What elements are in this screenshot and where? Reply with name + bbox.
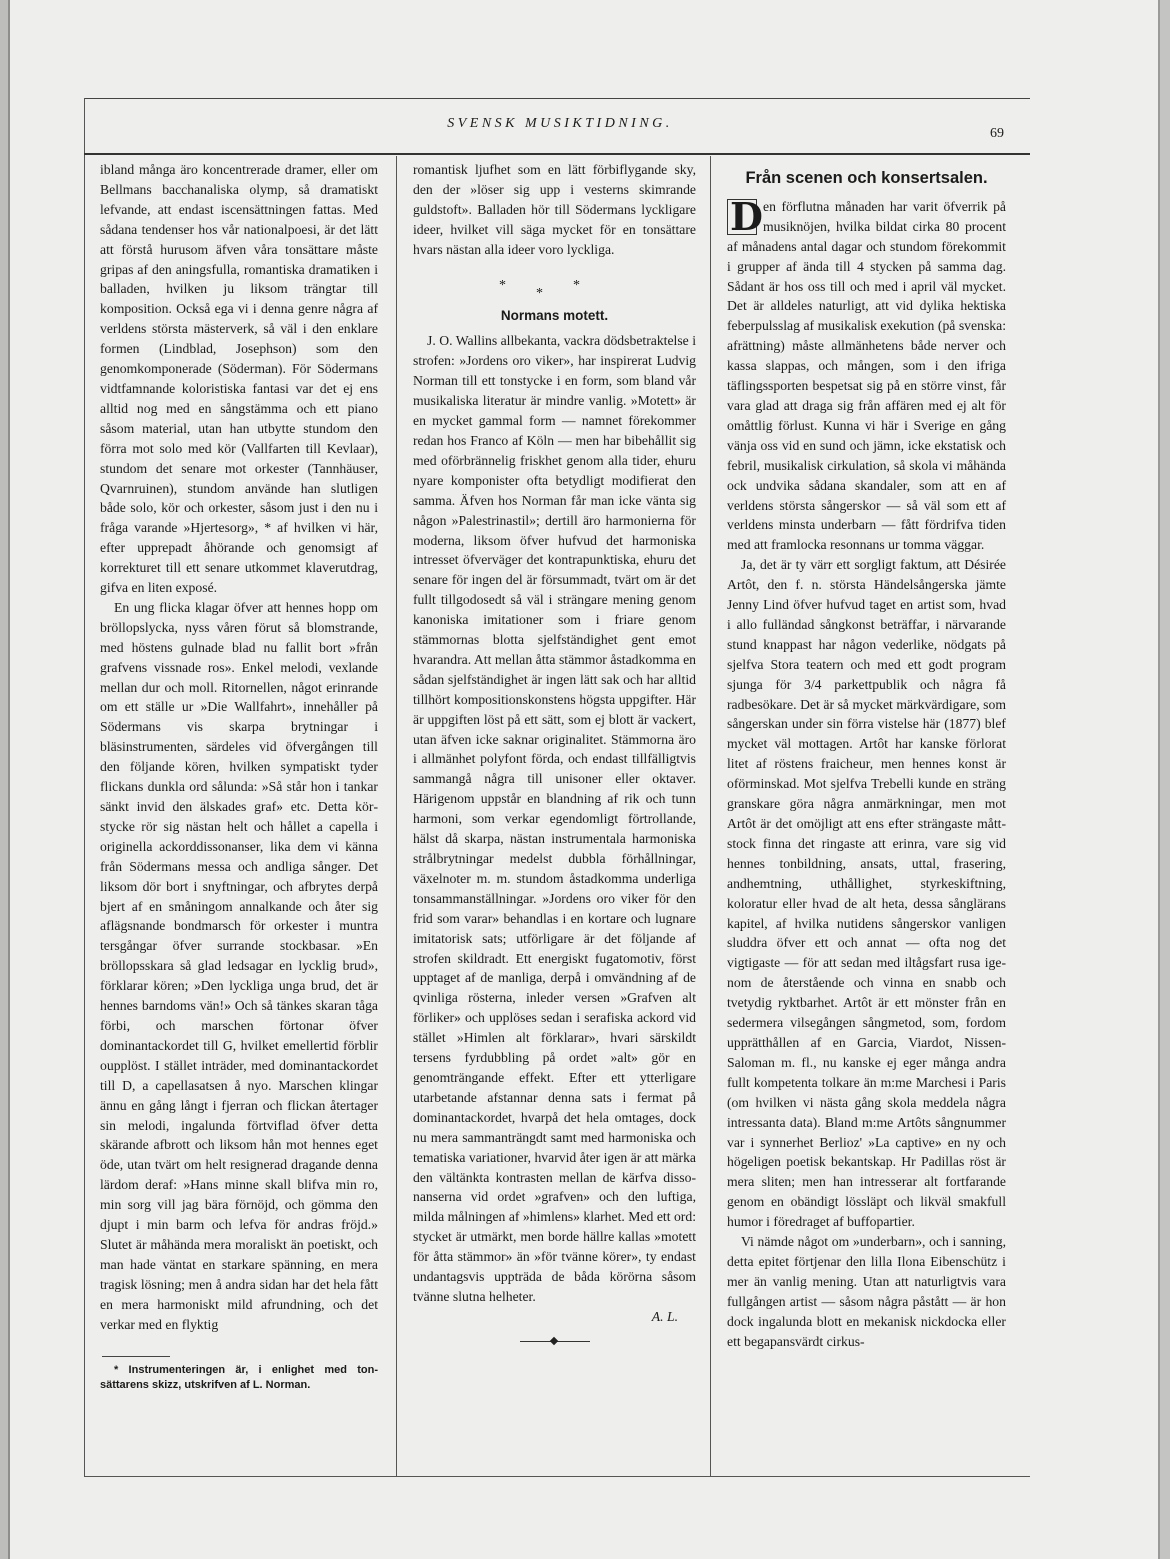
drop-cap: D bbox=[727, 199, 757, 235]
col1-paragraph-1: ibland många äro koncentrerade dramer, eller om Bellmans bacchanaliska olymp, så dramatiskt lefvande, att endast iscensättningen fattas. Med sådana tendenser hos vår nationalpoesi, är det lätt att förstå hurusom äfven våra tonsättare måste gripas af den aningsfulla, romantiska dramatiken i balladen, hvilken ju liksom trängtar till komposition. Också ega vi i denna genre några af verldens största mästerverk, så väl i den enklare formen (Lindblad, Josephson) som den genomkomponerade (Söderman). För Södermans vidtfamnande koloristiska fantasi var det ej ens alltid nog med en sångstämma och ett piano såsom material, utan han utbytte stundom den förra mot solo med kör (Vallfarten till Kevlaar), stundom det senare mot orkester (Tannhäuser, Qvarnruinen), stundom använde han slutligen både solo, kör och orkester, såsom just i den nu i fråga varande »Hjertesorg», * af hvilken vi här, efter upprepadt åhörande och genomsigt af korrekturet till ett senare utkommet klaverutdrag, gifva en liten exposé. bbox=[100, 162, 378, 596]
column-3 bbox=[727, 160, 1006, 1351]
col3-paragraph-2: Ja, det är ty värr ett sorgligt faktum, att Désirée Artôt, den f. n. största Händelsångerska jämte Jenny Lind öfver hufvud taget en artist som, hvad i allo fulländad sångkonst beträffar, i närvarande stund knappast har någon vederlike, nödgats på sjelfva Stora teatern och med ett godt program sjunga för 3/4 parkettpublik och några få radbesökare. Det är så mycket märkvärdigare, som sångerskan under sin förra vistelse här (1877) blef mycket väl mottagen. Artôt har kanske förlorat litet af röstens fraicheur, men hennes konst är oförminskad. Mot sjelfva Trebelli kunde en sträng granskare göra några anmärkningar, men mot Artôt är det omöjligt att ens efter strängaste måttstock finna det ringaste att erinra, vare sig vid hennes tonbildning, ansats, uttal, frasering, andhemtning, uthållighet, styrkeskiftning, koloratur eller hvad de alt heta, dessa sånglärans kapitel, af hvilka nutidens sångerskor vanligen sluddra öfver ett och annat — ofta nog det vigtigaste — för att sedan med iltågsfart rusa igenom de återstående och vinna en snabb och tvetydig ryktbarhet. Artôt är ett mönster från en sedermera vilsegången sångmetod, som, fordom upprätthållen af en Garcia, Viardot, Nissen-Saloman m. fl., nu kanske ej eger många andra fullt kompetenta tolkare än m:me Marchesi i Paris (om hvilken vi nästa gång skola meddela några intressanta data). Bland m:me Artôts sångnummer var i synnerhet Berlioz' »La captive» en ny och högeligen poetisk bekantskap. Hr Padillas röst är mera sliten; men han intresserar alt fortfarande genom en obändigt lössläpt och likväl smakfull humor i föredraget af buffopartier. bbox=[727, 557, 1006, 1230]
col2-body: J. O. Wallins allbekanta, vackra dödsbetraktelse i strofen: »Jordens oro viker», har inspirerat Ludvig Norman till ett tonstycke i en form, som bland vår musikaliska literatur är mindre vanlig. »Motett» är en mycket gammal form — namnet förekommer redan hos Franco af Köln — men har bibehållit sig med oförbrännelig friskhet genom alla tider, ehuru nyare komponister ofta betydligt modifierat den samma. Äfven hos Norman får man icke vänta sig någon »Palestrinastil»; dertill äro harmonierna för moderna, liksom öfver hufvud det harmoniska intresset öfverväger det kontrapunktiska, ehuru det senare för ingen del är försummadt, tvärt om är det fullt tillgodosedt så väl i strängare mening genom kanoniska imitationer som i friare genom stämmornas blotta sjelfständighet gent emot hvarandra. Att mellan åtta stämmor åstadkomma en sådan sjelfständighet är ingen lätt sak och har alltid tillhört kompositionskonstens högsta uppgifter. Här är uppgiften löst på ett sätt, som ej blott är vackert, utan äfven icke saknar originalitet. Stämmorna äro i allmänhet polyfont förda, och endast tillfälligtvis sammangå några till unisoner eller oktaver. Härigenom uppstår en blandning af rik och tunn harmoni, som verkar egendomligt förtrollande, hälst då skarpa, nästan instrumentala harmoniska strålbrytningar medelst dubbla förhållningar, växelnoter m. m. stundom åstadkomma underliga tonsammanställningar. »Jordens oro viker för den frid som varar» behandlas i en kortare och lugnare imitatorisk sats; utförligare är det följande af strofen skildradt. Ett energiskt fugatomotiv, först upptaget af de manliga, derpå i omvändning af de qvinliga rösterna, inleder versen »Grafven alt förliker» och upplöses sedan i serafiska ackord vid stället »Himlen alt förklarar», hvari särskildt tersens fyrdubbling på ordet »alt» gör en genomträngande effekt. Efter ett ytterligare utarbetande afstannar denna sats i fermat på dominantackordet, hvarpå det hela omtages, dock nu mera sammanträngdt samt med harmoniska och tematiska variationer, hvarvid åter igen är att märka den vältänkta kontrasten mellan de kärfva dissonanserna vid ordet »grafven» och den luftiga, milda målningen af »himlens» klarhet. Med ett ord: stycket är utmärkt, men borde hällre kallas »motett för åtta stämmor» än »för tvänne körer», ty endast undantagsvis uppträda de båda körörna såsom tvänne slutna helheter. bbox=[413, 333, 696, 1304]
col2-intro: romantisk ljufhet som en lätt förbiflygande sky, den der »löser sig upp i vesterns skimrande guldstoft». Balladen hör till Södermans lyckligare ideer, hvilket vill säga mycket för en tonsättare hvars nästan alla ideer voro lyckliga. bbox=[413, 162, 696, 257]
scan-edge-right bbox=[1160, 0, 1170, 1559]
scan-edge-left-line bbox=[8, 0, 10, 1559]
frame-top-rule bbox=[84, 98, 1030, 99]
section-heading-fran-scenen: Från scenen och konsertsalen. bbox=[745, 169, 988, 187]
footnote: * Instrumenteringen är, i enlighet med tonsättarens skizz, utskrifven af L. Norman. bbox=[100, 1364, 378, 1392]
section-heading-normans-motett: Normans motett. bbox=[500, 307, 609, 323]
star-1: * bbox=[499, 277, 536, 293]
footnote-rule bbox=[102, 1356, 170, 1357]
column-rule-1 bbox=[396, 156, 397, 1476]
signature: A. L. bbox=[651, 1308, 678, 1324]
column-2 bbox=[413, 160, 696, 1342]
page-number: 69 bbox=[990, 126, 1004, 141]
star-3: * bbox=[573, 277, 610, 293]
frame-left-rule bbox=[84, 98, 85, 1476]
scan-edge-right-line bbox=[1158, 0, 1160, 1559]
star-2: * bbox=[536, 285, 573, 301]
scan-edge-left bbox=[0, 0, 8, 1559]
col3-paragraph-3: Vi nämde något om »underbarn», och i sanning, detta epitet förtjenar den lilla Ilona Eibenschütz i mer än vanlig mening. Utan att naturligtvis vara fullgången artist — såsom några påstått — är hon dock ingalunda blott en mekanisk nickdocka eller ett begapansvärdt cirkus- bbox=[727, 1234, 1006, 1349]
end-ornament bbox=[520, 1341, 590, 1342]
col3-paragraph-1 bbox=[727, 193, 1006, 555]
section-divider-stars bbox=[413, 277, 696, 301]
col1-paragraph-2: En ung flicka klagar öfver att hennes hopp om bröllopslycka, nyss våren förut så blomstrande, med höstens gulnade blad nu fallit bort »från grafvens vissnade ros». Enkel melodi, vexlande mellan dur och moll. Ritornellen, något erinrande om ett ställe ur »Die Wallfahrt», innehåller på Södermans vis skarpa brytningar i bläsinstrumenten, särdeles vid öfvergången till den följande kören, hvilken sympatiskt tyder flickans dunkla ord sålunda: »Så står hon i tankar sänkt invid den älskades graf» etc. Detta körstycke rör sig nästan helt och hållet a capella i originella ackorddissonanser, lika dem vi känna från Södermans messa och andliga sånger. Det liksom dör bort i snyftningar, och afbrytes derpå bjert af en småningom annalkande och åter sig aflägsnande bondmarsch för orkester i muntra tersgångar öfver surrande stockbasar. »En bröllopsskara så glad ledsagar en lycklig brud», förklarar kören; »Den lyckliga unga brud, det är hennes barndoms vän!» Och så tänkes skaran tåga förbi, och marschen förtonar öfver dominantackordet till G, hvilket emellertid förblir oupplöst. I stället inträder, med dominantackordet till D, a capellasatsen å nyo. Marschen klingar ännu en gång långt i fjerran och flickan återtager sin melodi, ingalunda förtviflad öfver detta skärande afbrott och liksom hån mot hennes eget öde, utan tvärt om helt resignerad dragande denna lärdom deraf: »Hans minne skall blifva min ro, min sorg vill jag bära förnöjd, och gömma den djupt i min barm och lefva för andras fröjd.» Slutet är måhända mera moraliskt än poetiskt, och man hade väntat en starkare spänning, en mera tragisk lösning; men å andra sidan har det hela fått en mera harmoniskt mild afrundning, och det verkar med en flyktig bbox=[100, 599, 378, 1332]
column-1 bbox=[100, 160, 378, 1393]
col3-paragraph-1-text: en förflutna månaden har varit öfverrik på musiknöjen, hvilka bildat cirka 80 procent af månadens antal dagar och stundom förekommit i grupper af ända till 4 stycken på samma dag. Sådant är hos oss till och med i april väl mycket. Det är alldeles naturligt, att vid dylika hektiska feberpulsslag af musikalisk exekution (på svenska: afrättning) måste allmänhetens både nerver och kassa slappas, och mången, som i den ifriga täflingssporten bespetsat sig på en större vinst, får vara glad att draga sig från affären med ej alt för omåttlig förlust. Kunna vi här i Sverige en gång vänja oss vid en sund och jämn, icke ekstatisk och febril, musikalisk cirkulation, så skola vi måhända ock undvika sådana skandaler, som att en af verldens största sångerskor — så väl som ett af verldens minsta underbarn — fått fördrifva tiden med att framlocka resonnans ur tomma väggar. bbox=[727, 198, 1006, 553]
frame-bottom-rule bbox=[84, 1476, 1030, 1477]
running-title: SVENSK MUSIKTIDNING. bbox=[447, 116, 673, 131]
header-rule bbox=[84, 153, 1030, 155]
column-rule-2 bbox=[710, 156, 711, 1476]
